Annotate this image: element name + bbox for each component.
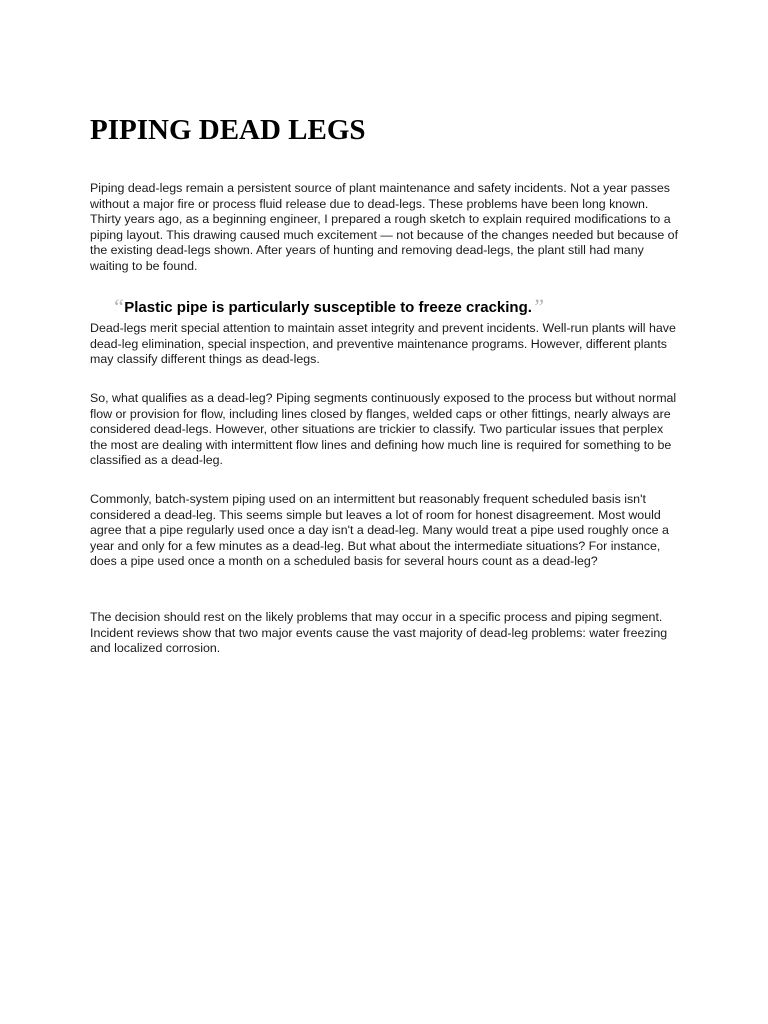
article-paragraph-2: Dead-legs merit special attention to maintain asset integrity and prevent incidents. Well-run plants will have dead-leg elimination, special inspection, and preventive maintenance programs. However, different plants may classify different things as dead-legs. xyxy=(90,321,676,367)
pull-quote-text: Plastic pipe is particularly susceptible to freeze cracking. xyxy=(124,299,532,316)
article-paragraph-1: Piping dead-legs remain a persistent source of plant maintenance and safety incidents. Not a year passes without a major fire or process fluid release due to dead-legs. These problems have been long known. Thirty years ago, as a beginning engineer, I prepared a rough sketch to explain required modifications to a piping layout. This drawing caused much excitement — not because of the changes needed but because of the existing dead-legs shown. After years of hunting and removing dead-legs, the plant still had many waiting to be found. xyxy=(90,181,679,273)
close-quote-mark: ” xyxy=(531,294,545,319)
open-quote-mark: “ xyxy=(112,294,125,319)
article-paragraph-5: The decision should rest on the likely problems that may occur in a specific process and piping segment. Incident reviews show that two major events cause the vast majority of dead-leg problems: water freezing and localized corrosion. xyxy=(90,610,668,656)
article-paragraph-4: Commonly, batch-system piping used on an intermittent but reasonably frequent scheduled basis isn't considered a dead-leg. This seems simple but leaves a lot of room for honest disagreement. Most would agree that a pipe regularly used once a day isn't a dead-leg. Many would treat a pipe used roughly once a year and only for a few minutes as a dead-leg. But what about the intermediate situations? For instance, does a pipe used once a month on a scheduled basis for several hours count as a dead-leg? xyxy=(90,492,669,569)
article-paragraph-3: So, what qualifies as a dead-leg? Piping segments continuously exposed to the process but without normal flow or provision for flow, including lines closed by flanges, welded caps or other fittings, nearly always are considered dead-legs. However, other situations are trickier to classify. Two particular issues that perplex the most are dealing with intermittent flow lines and defining how much line is required for something to be classified as a dead-leg. xyxy=(90,391,677,468)
article-title: PIPING DEAD LEGS xyxy=(90,114,366,146)
pull-quote xyxy=(112,294,545,319)
